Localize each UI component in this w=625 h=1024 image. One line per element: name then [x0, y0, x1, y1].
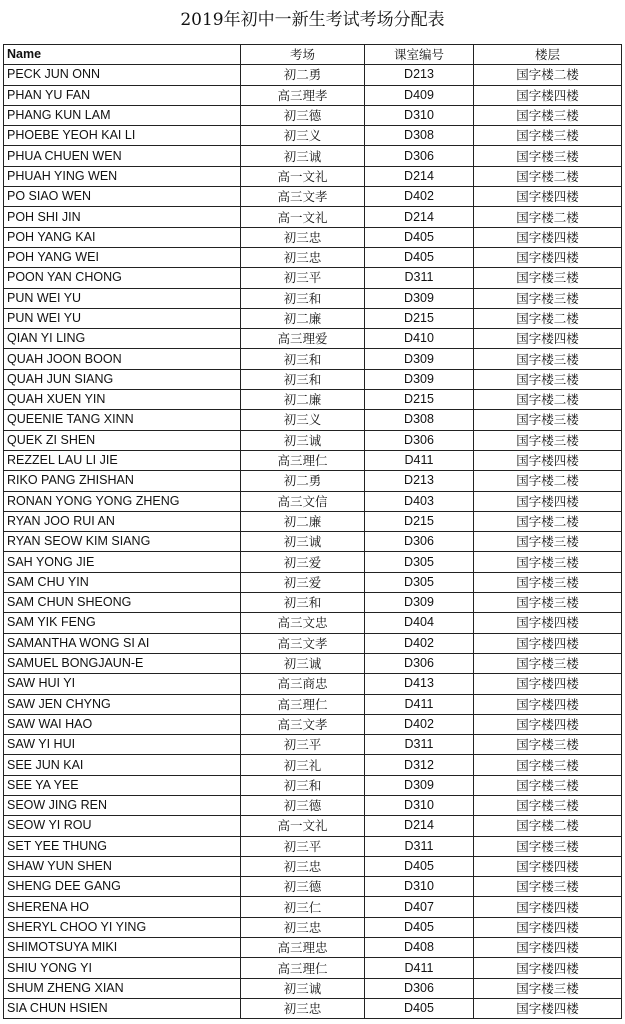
floor-cell: 国字楼三楼: [474, 532, 622, 552]
student-name-cell: SAMUEL BONGJAUN-E: [4, 653, 241, 673]
student-name-cell: QUEENIE TANG XINN: [4, 410, 241, 430]
table-row: [4, 288, 622, 308]
classroom-code-cell: D306: [365, 653, 474, 673]
table-row: [4, 552, 622, 572]
classroom-code-cell: D213: [365, 471, 474, 491]
table-row: [4, 146, 622, 166]
floor-cell: 国字楼二楼: [474, 308, 622, 328]
floor-cell: 国字楼三楼: [474, 430, 622, 450]
classroom-code-cell: D405: [365, 917, 474, 937]
floor-cell: 国字楼四楼: [474, 85, 622, 105]
table-row: [4, 877, 622, 897]
student-name-cell: PUN WEI YU: [4, 288, 241, 308]
floor-cell: 国字楼四楼: [474, 897, 622, 917]
student-name-cell: SEOW JING REN: [4, 795, 241, 815]
header-classroom-code: 课室编号: [365, 45, 474, 65]
classroom-code-cell: D402: [365, 714, 474, 734]
floor-cell: 国字楼三楼: [474, 978, 622, 998]
floor-cell: 国字楼四楼: [474, 714, 622, 734]
classroom-code-cell: D214: [365, 207, 474, 227]
table-row: [4, 227, 622, 247]
table-row: [4, 349, 622, 369]
student-name-cell: SAM CHUN SHEONG: [4, 593, 241, 613]
table-row: [4, 674, 622, 694]
classroom-code-cell: D411: [365, 694, 474, 714]
header-floor: 楼层: [474, 45, 622, 65]
classroom-code-cell: D403: [365, 491, 474, 511]
exam-room-cell: 初三仁: [241, 897, 365, 917]
classroom-code-cell: D404: [365, 613, 474, 633]
table-row: [4, 998, 622, 1018]
table-row: [4, 450, 622, 470]
exam-room-cell: 初三爱: [241, 572, 365, 592]
table-row: [4, 85, 622, 105]
exam-room-cell: 高三理仁: [241, 958, 365, 978]
student-name-cell: PUN WEI YU: [4, 308, 241, 328]
classroom-code-cell: D215: [365, 390, 474, 410]
classroom-code-cell: D306: [365, 978, 474, 998]
floor-cell: 国字楼二楼: [474, 390, 622, 410]
table-row: [4, 65, 622, 85]
floor-cell: 国字楼四楼: [474, 227, 622, 247]
floor-cell: 国字楼三楼: [474, 268, 622, 288]
floor-cell: 国字楼三楼: [474, 593, 622, 613]
table-row: [4, 816, 622, 836]
floor-cell: 国字楼三楼: [474, 146, 622, 166]
exam-room-cell: 初三义: [241, 410, 365, 430]
student-name-cell: SHUM ZHENG XIAN: [4, 978, 241, 998]
table-row: [4, 775, 622, 795]
exam-room-cell: 高一文礼: [241, 166, 365, 186]
floor-cell: 国字楼四楼: [474, 450, 622, 470]
table-row: [4, 917, 622, 937]
student-name-cell: QUAH JOON BOON: [4, 349, 241, 369]
table-row: [4, 735, 622, 755]
exam-room-cell: 初二勇: [241, 65, 365, 85]
exam-room-cell: 初二廉: [241, 390, 365, 410]
floor-cell: 国字楼二楼: [474, 207, 622, 227]
table-row: [4, 329, 622, 349]
classroom-code-cell: D309: [365, 775, 474, 795]
exam-room-cell: 初三忠: [241, 917, 365, 937]
table-row: [4, 126, 622, 146]
student-name-cell: SHERENA HO: [4, 897, 241, 917]
student-name-cell: PHUAH YING WEN: [4, 166, 241, 186]
table-row: [4, 410, 622, 430]
exam-room-cell: 高三文孝: [241, 187, 365, 207]
floor-cell: 国字楼四楼: [474, 856, 622, 876]
student-name-cell: QUAH JUN SIANG: [4, 369, 241, 389]
classroom-code-cell: D305: [365, 572, 474, 592]
student-name-cell: QUEK ZI SHEN: [4, 430, 241, 450]
table-row: [4, 795, 622, 815]
floor-cell: 国字楼三楼: [474, 775, 622, 795]
exam-room-cell: 高三理仁: [241, 450, 365, 470]
table-row: [4, 694, 622, 714]
classroom-code-cell: D410: [365, 329, 474, 349]
classroom-code-cell: D308: [365, 126, 474, 146]
classroom-code-cell: D407: [365, 897, 474, 917]
student-name-cell: SAM CHU YIN: [4, 572, 241, 592]
student-name-cell: SIA CHUN HSIEN: [4, 998, 241, 1018]
table-row: [4, 247, 622, 267]
classroom-code-cell: D413: [365, 674, 474, 694]
exam-room-cell: 高三文孝: [241, 633, 365, 653]
student-name-cell: QUAH XUEN YIN: [4, 390, 241, 410]
student-name-cell: QIAN YI LING: [4, 329, 241, 349]
student-name-cell: POH YANG KAI: [4, 227, 241, 247]
student-name-cell: SET YEE THUNG: [4, 836, 241, 856]
table-row: [4, 836, 622, 856]
floor-cell: 国字楼二楼: [474, 816, 622, 836]
exam-room-cell: 初二廉: [241, 511, 365, 531]
classroom-code-cell: D214: [365, 166, 474, 186]
table-row: [4, 593, 622, 613]
student-name-cell: SAW HUI YI: [4, 674, 241, 694]
floor-cell: 国字楼三楼: [474, 369, 622, 389]
floor-cell: 国字楼四楼: [474, 633, 622, 653]
student-name-cell: POON YAN CHONG: [4, 268, 241, 288]
table-row: [4, 978, 622, 998]
exam-room-cell: 初二勇: [241, 471, 365, 491]
student-name-cell: RONAN YONG YONG ZHENG: [4, 491, 241, 511]
floor-cell: 国字楼二楼: [474, 166, 622, 186]
exam-room-cell: 初三爱: [241, 552, 365, 572]
student-name-cell: RYAN SEOW KIM SIANG: [4, 532, 241, 552]
classroom-code-cell: D405: [365, 227, 474, 247]
table-row: [4, 166, 622, 186]
table-row: [4, 938, 622, 958]
table-row: [4, 308, 622, 328]
classroom-code-cell: D405: [365, 998, 474, 1018]
floor-cell: 国字楼三楼: [474, 349, 622, 369]
table-row: [4, 105, 622, 125]
exam-room-cell: 高三理忠: [241, 938, 365, 958]
floor-cell: 国字楼三楼: [474, 552, 622, 572]
classroom-code-cell: D310: [365, 877, 474, 897]
exam-room-cell: 初三和: [241, 288, 365, 308]
exam-room-cell: 高三文信: [241, 491, 365, 511]
student-name-cell: PHANG KUN LAM: [4, 105, 241, 125]
page-title: 2019年初中一新生考试考场分配表: [180, 10, 445, 30]
classroom-code-cell: D309: [365, 369, 474, 389]
floor-cell: 国字楼三楼: [474, 288, 622, 308]
exam-room-cell: 初三德: [241, 795, 365, 815]
classroom-code-cell: D311: [365, 836, 474, 856]
floor-cell: 国字楼二楼: [474, 471, 622, 491]
table-row: [4, 613, 622, 633]
floor-cell: 国字楼三楼: [474, 836, 622, 856]
table-row: [4, 897, 622, 917]
floor-cell: 国字楼三楼: [474, 126, 622, 146]
exam-room-cell: 初三和: [241, 369, 365, 389]
classroom-code-cell: D309: [365, 349, 474, 369]
classroom-code-cell: D306: [365, 146, 474, 166]
student-name-cell: RYAN JOO RUI AN: [4, 511, 241, 531]
student-name-cell: SAM YIK FENG: [4, 613, 241, 633]
floor-cell: 国字楼四楼: [474, 247, 622, 267]
classroom-code-cell: D408: [365, 938, 474, 958]
student-name-cell: SHIMOTSUYA MIKI: [4, 938, 241, 958]
table-row: [4, 755, 622, 775]
exam-room-cell: 初三诚: [241, 430, 365, 450]
student-name-cell: SHERYL CHOO YI YING: [4, 917, 241, 937]
floor-cell: 国字楼四楼: [474, 491, 622, 511]
classroom-code-cell: D305: [365, 552, 474, 572]
classroom-code-cell: D311: [365, 268, 474, 288]
exam-room-cell: 高三商忠: [241, 674, 365, 694]
exam-room-cell: 高三文忠: [241, 613, 365, 633]
student-name-cell: POH SHI JIN: [4, 207, 241, 227]
classroom-code-cell: D308: [365, 410, 474, 430]
classroom-code-cell: D214: [365, 816, 474, 836]
table-row: [4, 369, 622, 389]
classroom-code-cell: D215: [365, 308, 474, 328]
exam-room-cell: 初三礼: [241, 755, 365, 775]
classroom-code-cell: D402: [365, 187, 474, 207]
exam-room-cell: 初三平: [241, 735, 365, 755]
student-name-cell: PO SIAO WEN: [4, 187, 241, 207]
student-name-cell: SEOW YI ROU: [4, 816, 241, 836]
table-row: [4, 572, 622, 592]
table-row: [4, 653, 622, 673]
student-name-cell: SAW YI HUI: [4, 735, 241, 755]
exam-room-cell: 高三文孝: [241, 714, 365, 734]
student-name-cell: PHAN YU FAN: [4, 85, 241, 105]
table-row: [4, 856, 622, 876]
table-header-row: [4, 45, 622, 65]
classroom-code-cell: D215: [365, 511, 474, 531]
exam-room-cell: 初三忠: [241, 247, 365, 267]
exam-allocation-table: [3, 44, 622, 1019]
exam-room-cell: 初三和: [241, 593, 365, 613]
table-row: [4, 207, 622, 227]
classroom-code-cell: D411: [365, 450, 474, 470]
floor-cell: 国字楼二楼: [474, 511, 622, 531]
table-row: [4, 268, 622, 288]
classroom-code-cell: D405: [365, 856, 474, 876]
floor-cell: 国字楼二楼: [474, 65, 622, 85]
floor-cell: 国字楼三楼: [474, 795, 622, 815]
exam-room-cell: 初三诚: [241, 653, 365, 673]
classroom-code-cell: D405: [365, 247, 474, 267]
exam-room-cell: 初三忠: [241, 856, 365, 876]
floor-cell: 国字楼四楼: [474, 938, 622, 958]
floor-cell: 国字楼三楼: [474, 653, 622, 673]
floor-cell: 国字楼四楼: [474, 613, 622, 633]
table-row: [4, 471, 622, 491]
floor-cell: 国字楼四楼: [474, 329, 622, 349]
exam-room-cell: 初三义: [241, 126, 365, 146]
table-row: [4, 430, 622, 450]
student-name-cell: SEE YA YEE: [4, 775, 241, 795]
classroom-code-cell: D310: [365, 105, 474, 125]
table-row: [4, 511, 622, 531]
header-exam-room: 考场: [241, 45, 365, 65]
exam-room-cell: 初三平: [241, 836, 365, 856]
floor-cell: 国字楼三楼: [474, 410, 622, 430]
classroom-code-cell: D312: [365, 755, 474, 775]
student-name-cell: PHUA CHUEN WEN: [4, 146, 241, 166]
exam-room-cell: 初三和: [241, 775, 365, 795]
student-name-cell: SHAW YUN SHEN: [4, 856, 241, 876]
classroom-code-cell: D306: [365, 430, 474, 450]
exam-room-cell: 初三德: [241, 877, 365, 897]
exam-room-cell: 初三平: [241, 268, 365, 288]
student-name-cell: PHOEBE YEOH KAI LI: [4, 126, 241, 146]
floor-cell: 国字楼三楼: [474, 572, 622, 592]
exam-room-cell: 初三忠: [241, 227, 365, 247]
table-row: [4, 491, 622, 511]
exam-room-cell: 初三忠: [241, 998, 365, 1018]
header-name: Name: [4, 45, 241, 65]
student-name-cell: PECK JUN ONN: [4, 65, 241, 85]
student-name-cell: SAMANTHA WONG SI AI: [4, 633, 241, 653]
floor-cell: 国字楼四楼: [474, 694, 622, 714]
exam-room-cell: 高一文礼: [241, 207, 365, 227]
classroom-code-cell: D309: [365, 593, 474, 613]
classroom-code-cell: D402: [365, 633, 474, 653]
exam-room-cell: 高一文礼: [241, 816, 365, 836]
student-name-cell: SEE JUN KAI: [4, 755, 241, 775]
floor-cell: 国字楼四楼: [474, 998, 622, 1018]
exam-room-cell: 初三德: [241, 105, 365, 125]
student-name-cell: SAH YONG JIE: [4, 552, 241, 572]
exam-room-cell: 初三诚: [241, 532, 365, 552]
student-name-cell: RIKO PANG ZHISHAN: [4, 471, 241, 491]
table-row: [4, 714, 622, 734]
exam-room-cell: 高三理仁: [241, 694, 365, 714]
table-row: [4, 958, 622, 978]
exam-room-cell: 高三理爱: [241, 329, 365, 349]
student-name-cell: SAW JEN CHYNG: [4, 694, 241, 714]
classroom-code-cell: D311: [365, 735, 474, 755]
student-name-cell: SAW WAI HAO: [4, 714, 241, 734]
classroom-code-cell: D409: [365, 85, 474, 105]
exam-room-cell: 初三诚: [241, 146, 365, 166]
table-row: [4, 187, 622, 207]
classroom-code-cell: D309: [365, 288, 474, 308]
student-name-cell: POH YANG WEI: [4, 247, 241, 267]
floor-cell: 国字楼三楼: [474, 735, 622, 755]
table-row: [4, 633, 622, 653]
floor-cell: 国字楼三楼: [474, 755, 622, 775]
classroom-code-cell: D310: [365, 795, 474, 815]
floor-cell: 国字楼四楼: [474, 674, 622, 694]
floor-cell: 国字楼四楼: [474, 958, 622, 978]
floor-cell: 国字楼四楼: [474, 187, 622, 207]
student-name-cell: SHIU YONG YI: [4, 958, 241, 978]
student-name-cell: REZZEL LAU LI JIE: [4, 450, 241, 470]
student-name-cell: SHENG DEE GANG: [4, 877, 241, 897]
classroom-code-cell: D213: [365, 65, 474, 85]
floor-cell: 国字楼三楼: [474, 877, 622, 897]
exam-room-cell: 初三和: [241, 349, 365, 369]
classroom-code-cell: D411: [365, 958, 474, 978]
classroom-code-cell: D306: [365, 532, 474, 552]
floor-cell: 国字楼四楼: [474, 917, 622, 937]
exam-room-cell: 初三诚: [241, 978, 365, 998]
table-row: [4, 532, 622, 552]
exam-room-cell: 高三理孝: [241, 85, 365, 105]
table-row: [4, 390, 622, 410]
exam-room-cell: 初二廉: [241, 308, 365, 328]
floor-cell: 国字楼三楼: [474, 105, 622, 125]
